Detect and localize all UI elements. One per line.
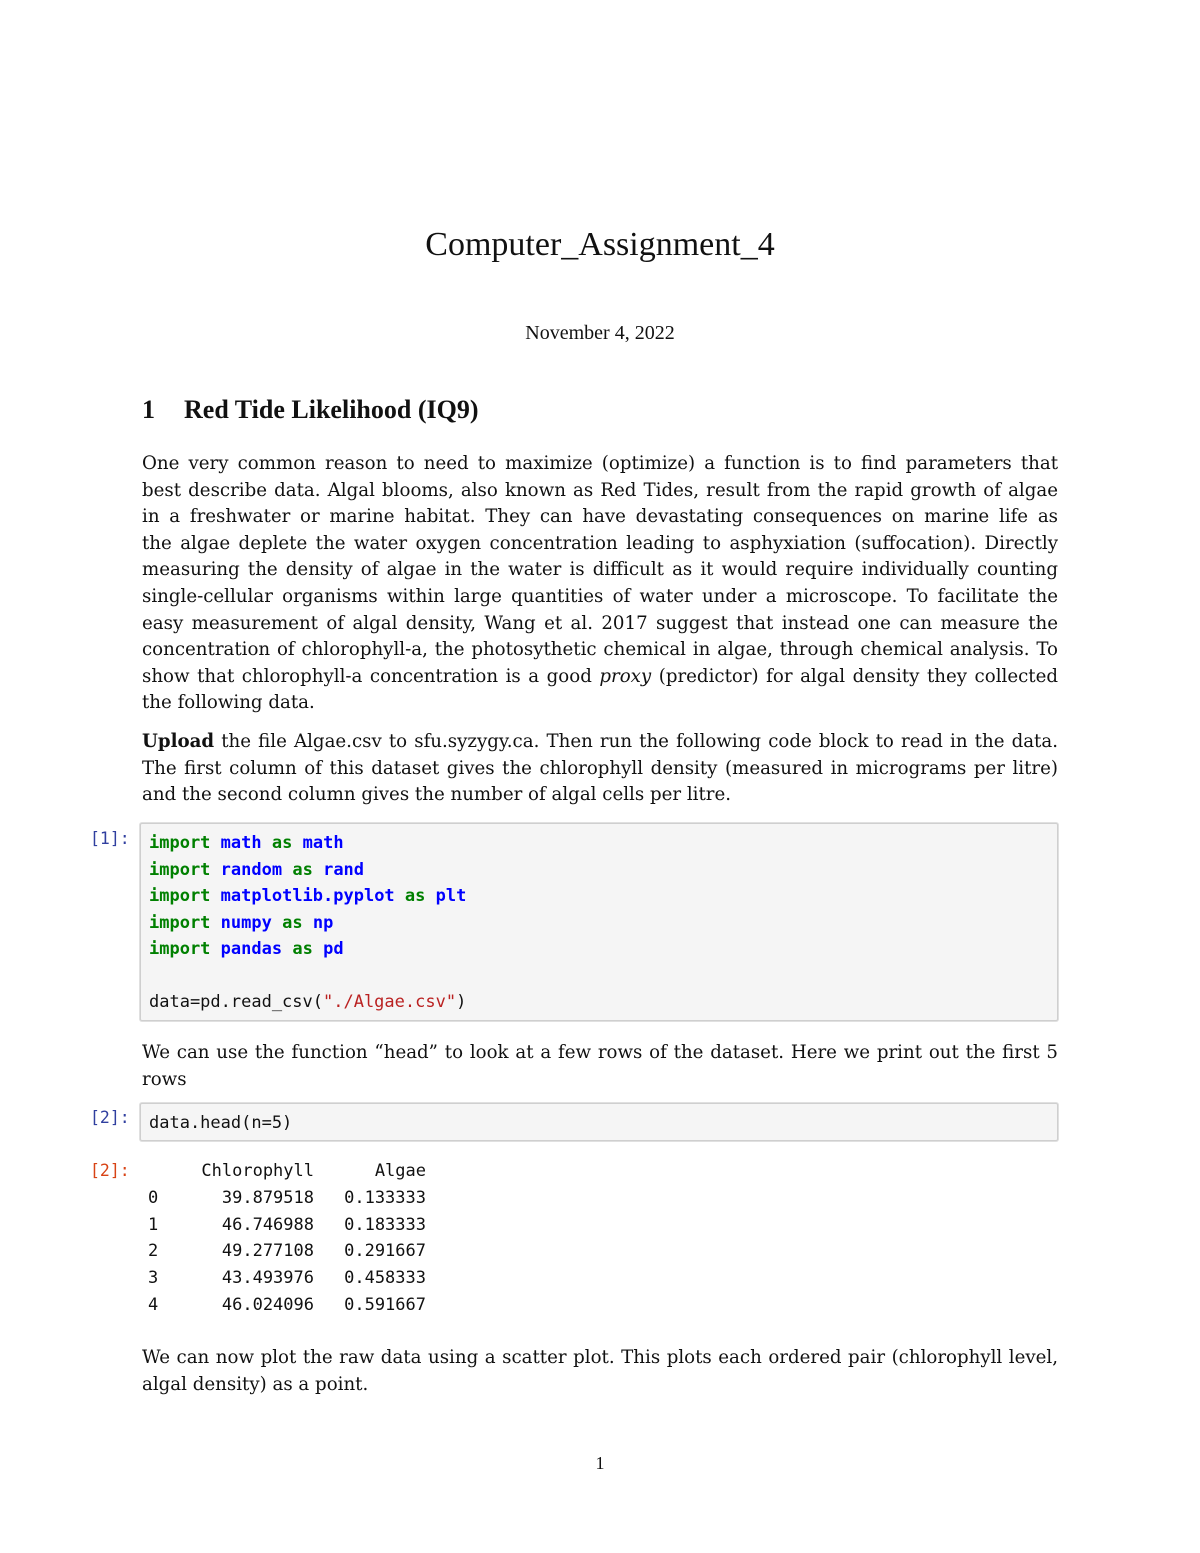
text-segment: (predictor) for algal density they collected	[651, 665, 1058, 687]
module-token: math	[220, 833, 262, 853]
space-token	[210, 886, 220, 906]
keyword-token: import	[149, 912, 211, 933]
value-cell: 43.493976	[221, 1268, 314, 1289]
table-row	[140, 1265, 426, 1292]
text-line: We can now plot the raw data using a scatter plot. This plots each ordered pair (chlorophyll level,	[142, 1347, 1058, 1368]
code-line	[149, 833, 344, 853]
text-line: The first column of this dataset gives the chlorophyll density (measured in micrograms per litre)	[142, 757, 1058, 779]
text-line: rows	[142, 1068, 187, 1090]
index-cell	[140, 1158, 188, 1185]
text-line: single-cellular organisms within large quantities of water under a microscope. To facilitate the	[142, 585, 1058, 607]
input-prompt-2: [2]:	[90, 1108, 130, 1127]
input-prompt-1: [1]:	[90, 829, 130, 848]
module-token: random	[220, 859, 283, 880]
space-token	[262, 833, 272, 853]
index-cell: 4	[148, 1294, 159, 1315]
space-token	[292, 833, 302, 853]
string-token: "./Algae.csv"	[323, 992, 457, 1012]
code-token: data=pd.read_csv(	[149, 992, 323, 1012]
text-line: the algae deplete the water oxygen concentration leading to asphyxiation (suffocation). Directly	[142, 532, 1058, 554]
text-line: concentration of chlorophyll-a, the photosythetic chemical in algae, through chemical analysis. To	[142, 639, 1058, 661]
value-cell: 39.879518	[221, 1187, 314, 1208]
value-cell: 46.746988	[221, 1214, 314, 1235]
space-token	[425, 886, 435, 906]
keyword-token: import	[149, 939, 211, 959]
module-token: np	[312, 912, 334, 933]
section-heading	[142, 395, 479, 425]
index-cell: 0	[148, 1187, 159, 1208]
value-cell: 0.458333	[344, 1268, 426, 1289]
value-cell: 0.591667	[344, 1294, 426, 1315]
code-token: )	[456, 992, 467, 1012]
section-number: 1	[142, 395, 155, 424]
keyword-token: import	[149, 833, 211, 853]
text-line: best describe data. Algal blooms, also known as Red Tides, result from the rapid growth of algae	[142, 479, 1058, 501]
document-title: Computer_Assignment_4	[425, 226, 775, 263]
text-line: algal density) as a point.	[142, 1373, 369, 1395]
module-token: matplotlib.pyplot	[220, 886, 395, 906]
index-cell: 3	[148, 1268, 159, 1289]
section-title: Red Tide Likelihood (IQ9)	[184, 395, 479, 424]
text-line: the following data.	[142, 692, 315, 714]
space-token	[282, 860, 292, 880]
module-token: numpy	[220, 912, 272, 933]
code-line	[149, 939, 344, 959]
space-token	[303, 913, 313, 933]
code-cell-2[interactable]	[140, 1103, 1058, 1141]
space-token	[282, 939, 292, 959]
page-number: 1	[595, 1453, 605, 1473]
text-segment: the file Algae.csv to sfu.syzygy.ca. Then run the following code block to read in the data.	[214, 731, 1058, 752]
code-line	[149, 913, 333, 933]
text-line: easy measurement of algal density, Wang et al. 2017 suggest that instead one can measure the	[142, 612, 1058, 634]
keyword-token: import	[149, 859, 211, 880]
text-line	[142, 664, 1058, 691]
keyword-token: as	[271, 833, 293, 853]
dataframe-output	[140, 1158, 426, 1319]
code-line	[149, 992, 466, 1012]
table-row	[140, 1292, 426, 1319]
emphasis-proxy: proxy	[599, 665, 652, 687]
keyword-token: as	[292, 939, 313, 959]
value-cell: 0.291667	[344, 1241, 426, 1262]
index-cell: 2	[148, 1241, 159, 1262]
space-token	[210, 913, 220, 933]
space-token	[395, 886, 405, 906]
table-header	[140, 1158, 426, 1185]
module-token: pd	[323, 939, 344, 959]
table-row	[140, 1185, 426, 1212]
module-token: math	[302, 833, 344, 853]
code-line	[149, 860, 364, 880]
text-line	[142, 729, 1058, 756]
value-cell: Chlorophyll	[201, 1161, 314, 1181]
code-line	[149, 886, 466, 906]
output-prompt-2: [2]:	[90, 1161, 130, 1180]
text-line: and the second column gives the number of algal cells per litre.	[142, 784, 732, 806]
space-token	[272, 913, 282, 933]
text-segment: show that chlorophyll-a concentration is a good	[142, 665, 600, 687]
value-cell: 0.183333	[344, 1214, 426, 1235]
upload-bold: Upload	[142, 731, 215, 752]
value-cell: 49.277108	[221, 1241, 314, 1262]
module-token: rand	[323, 859, 365, 880]
space-token	[313, 860, 323, 880]
intro-paragraph	[142, 451, 1058, 717]
text-line: One very common reason to need to maximize (optimize) a function is to find parameters that	[142, 453, 1058, 474]
scatter-paragraph	[142, 1345, 1058, 1398]
code-block	[141, 824, 1057, 1016]
module-token: plt	[435, 886, 467, 906]
value-cell: 0.133333	[344, 1187, 426, 1208]
space-token	[210, 860, 220, 880]
head-paragraph	[142, 1040, 1058, 1093]
text-line: measuring the density of algae in the water is difficult as it would require individually counting	[142, 559, 1058, 581]
code-cell-1[interactable]	[140, 823, 1058, 1021]
keyword-token: as	[292, 859, 313, 880]
table-row	[140, 1238, 426, 1265]
keyword-token: as	[404, 886, 426, 906]
index-cell: 1	[148, 1214, 159, 1235]
upload-paragraph	[142, 729, 1058, 809]
text-line: in a freshwater or marine habitat. They can have devastating consequences on marine life as	[142, 506, 1058, 528]
space-token	[313, 939, 323, 959]
value-cell: 46.024096	[221, 1294, 314, 1315]
keyword-token: as	[282, 912, 303, 933]
value-cell: Algae	[374, 1161, 426, 1181]
table-row	[140, 1212, 426, 1239]
space-token	[210, 939, 220, 959]
document-date: November 4, 2022	[525, 322, 675, 344]
space-token	[210, 833, 220, 853]
code-block: data.head(n=5)	[149, 1113, 293, 1133]
text-line: We can use the function “head” to look at a few rows of the dataset. Here we print out the first 5	[142, 1042, 1058, 1063]
keyword-token: import	[149, 886, 211, 906]
module-token: pandas	[220, 939, 283, 959]
